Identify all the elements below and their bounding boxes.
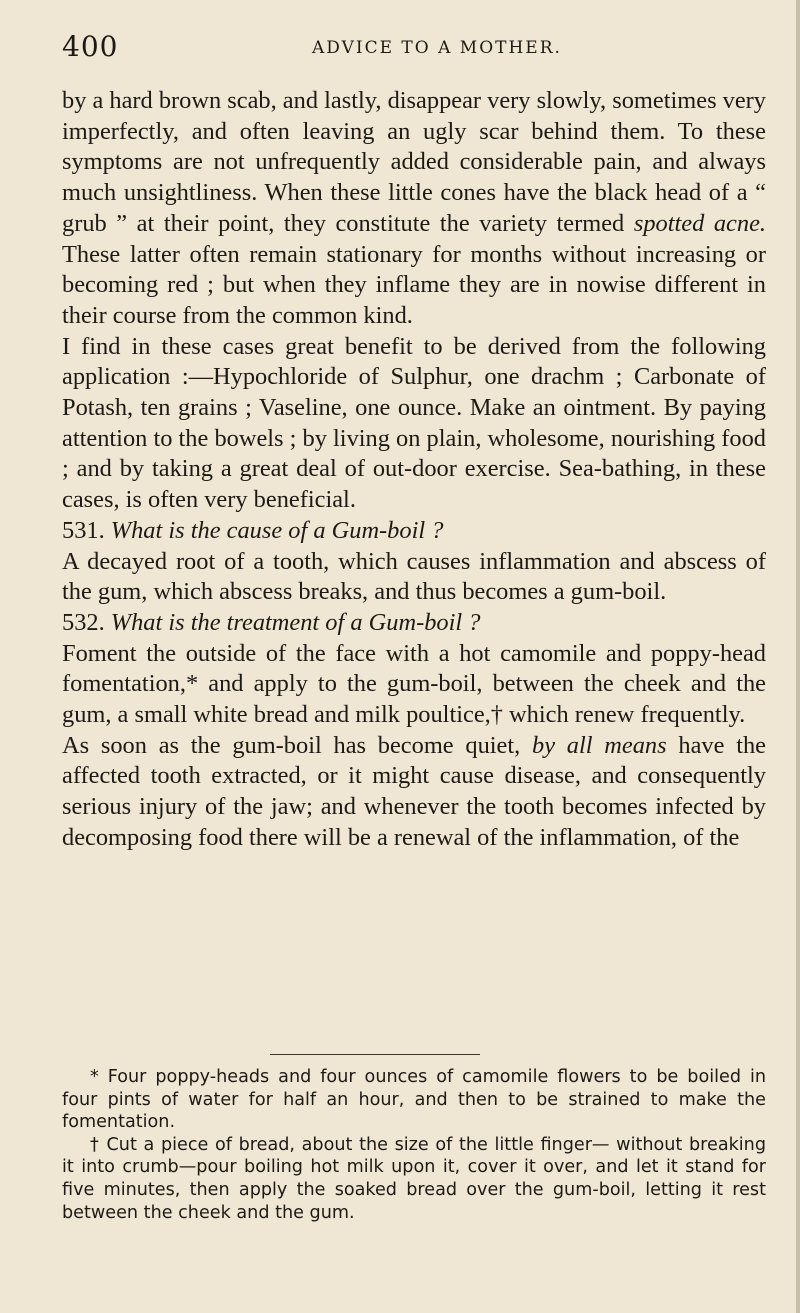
paragraph-acne-text: by a hard brown scab, and lastly, disappear very slowly, sometimes very imperfectly, and often leaving an ugly scar behind them. To these symptoms are not unfrequently added considerable pain, and always much unsightliness. When these little cones have the black head of a “ grub ” at their point, they constitute the variety termed <box>62 87 766 237</box>
page-number: 400 <box>62 30 119 63</box>
footnote-dagger: † Cut a piece of bread, about the size of the little finger— without breaking it into crumb—pour boiling hot milk upon it, cover it over, and let it stand for five minutes, then apply the soaked bread over the gum-boil, letting it rest between the cheek and the gum. <box>62 1134 766 1223</box>
body-text <box>62 86 766 854</box>
paragraph-treatment <box>62 332 766 516</box>
paragraph-acne <box>62 86 766 332</box>
answer-531 <box>62 547 766 608</box>
paragraph-extraction-end: have the affected tooth extracted, or it might cause disease, and consequently serious injury of the jaw; and whenever the tooth becomes infected by decomposing food there will be a renewal of the inflammation, of the <box>62 731 766 851</box>
running-head: ADVICE TO A MOTHER. <box>312 38 562 58</box>
paragraph-extraction-start: As soon as the gum-boil has become quiet, <box>62 731 521 759</box>
page-edge <box>796 0 800 1313</box>
question-532-text: What is the treatment of a Gum-boil ? <box>110 608 481 636</box>
question-531-number: 531. <box>62 516 105 544</box>
footnotes <box>62 1066 766 1224</box>
paragraph-extraction <box>62 731 766 854</box>
answer-532 <box>62 639 766 731</box>
page-header <box>62 30 762 64</box>
answer-531-text: A decayed root of a tooth, which causes inflammation and abscess of the gum, which abscess breaks, and thus becomes a gum-boil. <box>62 547 766 606</box>
footnote-divider <box>270 1054 480 1055</box>
footnote-asterisk: * Four poppy-heads and four ounces of camomile flowers to be boiled in four pints of water for half an hour, and then to be strained to make the fomentation. <box>62 1067 766 1133</box>
answer-532-text: Foment the outside of the face with a hot camomile and poppy-head fomentation,* and apply to the gum-boil, between the cheek and the gum, a small white bread and milk poultice,† which renew frequently. <box>62 639 766 729</box>
paragraph-acne-end: These latter often remain stationary for months without increasing or becoming red ; but when they inflame they are in nowise different in their course from the common kind. <box>62 240 766 329</box>
question-531-text: What is the cause of a Gum-boil ? <box>110 516 444 544</box>
question-531 <box>62 516 766 547</box>
question-532-number: 532. <box>62 608 105 636</box>
paragraph-extraction-italic: by all means <box>532 731 667 759</box>
question-532 <box>62 608 766 639</box>
paragraph-treatment-text: I find in these cases great benefit to be derived from the following application :—Hypochloride of Sulphur, one drachm ; Carbonate of Potash, ten grains ; Vaseline, one ounce. Make an ointment. By paying attention to the bowels ; by living on plain, wholesome, nourishing food ; and by taking a great deal of out-door exercise. Sea-bathing, in these cases, is often very beneficial. <box>62 332 766 514</box>
paragraph-acne-italic: spotted acne. <box>633 209 766 237</box>
